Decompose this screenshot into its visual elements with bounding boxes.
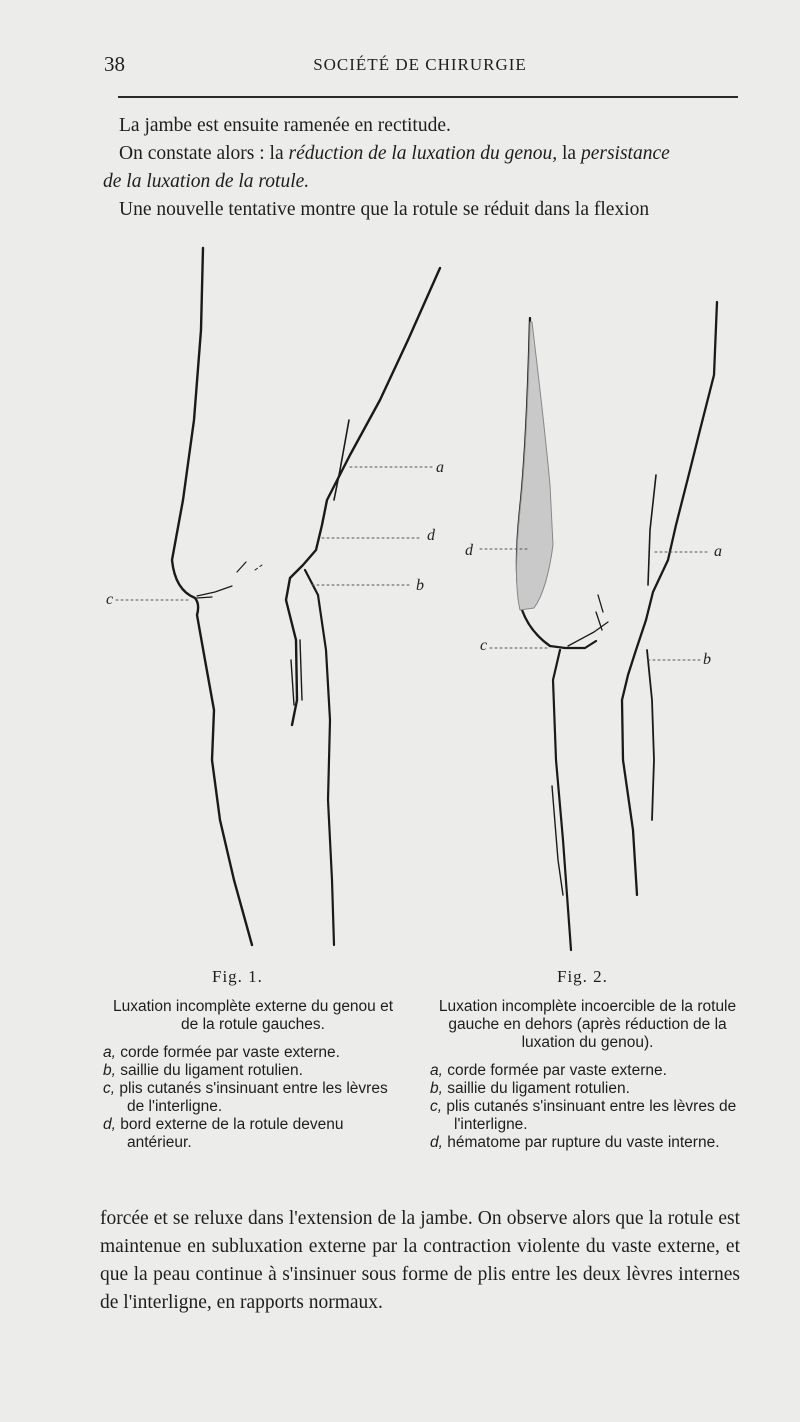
fig2-legend-a [430,1062,745,1080]
fig2-marker-c: c [480,637,488,654]
fig2-hematoma [517,322,554,610]
fig1-legend-d-text: bord externe de la rotule devenu antérieur. [120,1116,344,1151]
paragraph-1: La jambe est ensuite ramenée en rectitude. [119,115,451,136]
header-rule [118,96,738,98]
fig1-marker-b: b [416,577,424,594]
fig2-legend-d-text: hématome par rupture du vaste interne. [447,1134,720,1151]
top-paragraphs [103,112,763,224]
fig2-legend-a-key: a, [430,1062,443,1079]
knee-illustrations [0,230,800,960]
paragraph-3: Une nouvelle tentative montre que la rotule se réduit dans la flexion [119,199,650,220]
fig1-marker-a: a [436,459,444,476]
fig2-legend-d-key: d, [430,1134,443,1151]
fig1-drawing [172,248,440,945]
fig1-markers [116,467,432,600]
paragraph-2-italic-2: persistance [580,143,670,164]
fig2-drawing [517,302,718,950]
fig1-legend-a-text: corde formée par vaste externe. [120,1044,340,1061]
fig2-legend-b-key: b, [430,1080,443,1097]
fig2-title: Luxation incomplète incoercible de la rotule gauche en dehors (après réduction de la luxation du genou). [438,998,737,1051]
fig1-marker-d: d [427,527,435,544]
fig2-marker-a: a [714,543,722,560]
fig1-legend-b-key: b, [103,1062,116,1079]
fig2-caption [430,998,745,1152]
paragraph-2-continued [103,168,763,196]
fig1-legend-d-key: d, [103,1116,116,1133]
fig2-legend-c [430,1098,745,1134]
fig2-marker-d: d [465,542,473,559]
fig2-label: Fig. 2. [557,967,608,986]
fig1-title: Luxation incomplète externe du genou et de la rotule gauches. [112,998,394,1033]
fig1-label: Fig. 1. [212,967,263,986]
paragraph-2 [103,140,763,168]
fig1-legend-c [103,1080,403,1116]
fig2-legend-d [430,1134,745,1152]
fig2-legend-b [430,1080,745,1098]
paragraph-2-text: On constate alors : la [119,143,289,164]
fig2-legend-a-text: corde formée par vaste externe. [447,1062,667,1079]
page-header [100,52,740,82]
paragraph-2-italic-1: réduction de la luxation du genou, [288,143,558,164]
fig1-legend-d [103,1116,403,1152]
fig2-legend-c-key: c, [430,1098,443,1115]
bottom-paragraph [100,1205,740,1317]
fig2-marker-b: b [703,651,711,668]
fig1-legend-b [103,1062,403,1080]
running-head: SOCIÉTÉ DE CHIRURGIE [313,55,527,74]
fig1-caption [103,998,403,1152]
paragraph-2-text-2: la [557,143,581,164]
fig1-legend-c-text: plis cutanés s'insinuant entre les lèvres de l'interligne. [119,1080,388,1115]
fig1-marker-c: c [106,591,114,608]
fig1-legend-a-key: a, [103,1044,116,1061]
bottom-paragraph-text: forcée et se reluxe dans l'extension de la jambe. On observe alors que la rotule est maintenue en subluxation externe par la contraction violente du vaste externe, et que la peau continue à s'insinuer sous forme de plis entre les deux lèvres internes de l'interligne, en rapports normaux. [100,1208,740,1313]
fig2-legend-c-text: plis cutanés s'insinuant entre les lèvres de l'interligne. [446,1098,737,1133]
page-number: 38 [104,52,125,76]
fig1-legend-c-key: c, [103,1080,116,1097]
fig2-legend-b-text: saillie du ligament rotulien. [447,1080,630,1097]
fig1-legend-b-text: saillie du ligament rotulien. [120,1062,303,1079]
fig1-legend-a [103,1044,403,1062]
paragraph-2-italic-3: de la luxation de la rotule. [103,171,310,192]
